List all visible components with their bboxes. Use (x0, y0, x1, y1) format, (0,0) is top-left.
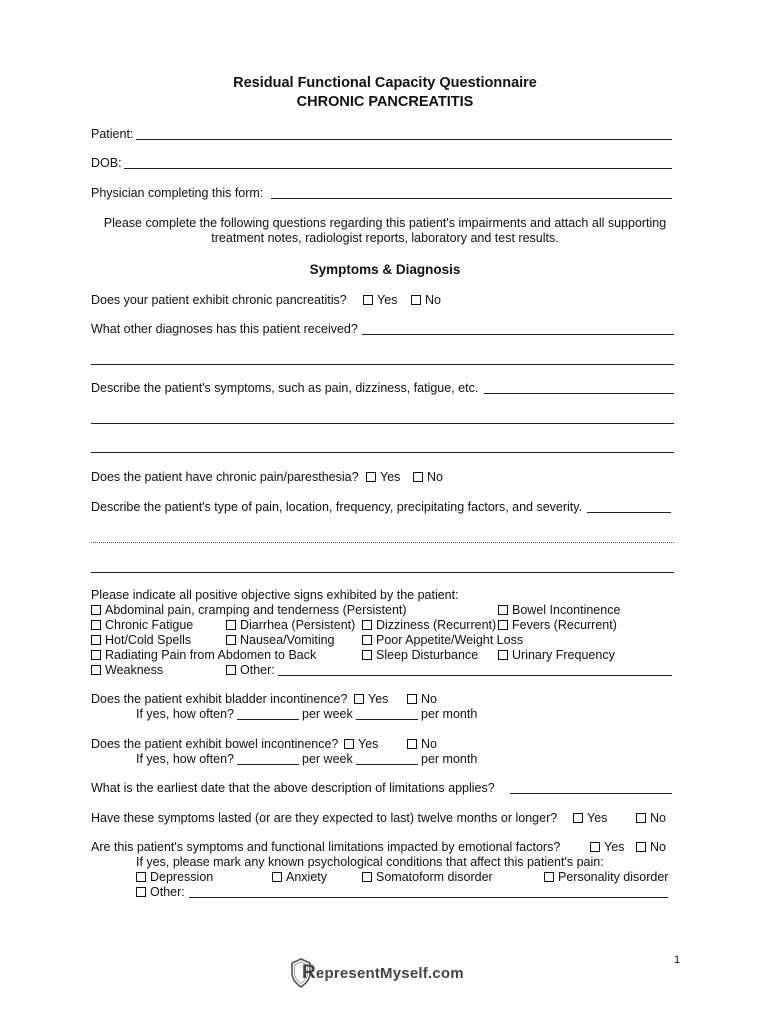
twelve-months-question: Have these symptoms lasted (or are they expected to last) twelve months or longer? (91, 811, 558, 825)
no-label: No (421, 692, 437, 706)
sign-label: Diarrhea (Persistent) (240, 618, 356, 632)
sign-label: Dizziness (Recurrent) (376, 618, 497, 632)
earliest-date-question: What is the earliest date that the above description of limitations applies? (91, 781, 495, 795)
pain-type-field-2[interactable] (91, 542, 674, 543)
twelve-months-no[interactable] (636, 811, 666, 826)
checkbox[interactable] (226, 635, 236, 645)
sign-nausea[interactable] (226, 633, 335, 648)
patient-label: Patient: (91, 127, 134, 141)
checkbox[interactable] (362, 635, 372, 645)
sign-label: Weakness (105, 663, 164, 677)
symptoms-field-2[interactable] (91, 423, 674, 424)
checkbox[interactable] (362, 650, 372, 660)
bladder-how-often: If yes, how often? (136, 707, 234, 721)
psych-label: Depression (150, 870, 214, 884)
checkbox[interactable] (91, 605, 101, 615)
checkbox[interactable] (411, 295, 421, 305)
chronic-pain-question: Does the patient have chronic pain/paresthesia? (91, 470, 359, 484)
checkbox[interactable] (226, 665, 236, 675)
sign-abdominal[interactable] (91, 603, 407, 618)
sign-diarrhea[interactable] (226, 618, 355, 633)
sign-label: Urinary Frequency (512, 648, 615, 662)
checkbox[interactable] (91, 665, 101, 675)
checkbox[interactable] (366, 472, 376, 482)
psych-somatoform[interactable] (362, 870, 493, 885)
psych-label: Other: (150, 885, 185, 899)
physician-label: Physician completing this form: (91, 186, 264, 200)
bowel-question: Does the patient exhibit bowel incontinence? (91, 737, 339, 751)
form-title: Residual Functional Capacity Questionnaire (233, 75, 537, 91)
checkbox[interactable] (136, 887, 146, 897)
sign-poor-appetite[interactable] (362, 633, 523, 648)
psych-depression[interactable] (136, 870, 213, 885)
bladder-yes[interactable] (354, 692, 388, 707)
checkbox[interactable] (636, 813, 646, 823)
bowel-yes[interactable] (344, 737, 378, 752)
checkbox[interactable] (413, 472, 423, 482)
sign-chronic-fatigue[interactable] (91, 618, 193, 633)
sign-label: Abdominal pain, cramping and tenderness (Persistent) (105, 603, 407, 617)
checkbox[interactable] (363, 295, 373, 305)
pain-type-field-3[interactable] (91, 572, 674, 573)
psych-label: Personality disorder (558, 870, 669, 884)
no-label: No (650, 840, 666, 854)
bowel-how-often: If yes, how often? (136, 752, 234, 766)
yes-label: Yes (358, 737, 379, 751)
no-label: No (425, 293, 441, 307)
other-diagnoses-question: What other diagnoses has this patient received? (91, 322, 358, 336)
sign-label: Radiating Pain from Abdomen to Back (105, 648, 317, 662)
checkbox[interactable] (362, 620, 372, 630)
sign-label: Fevers (Recurrent) (512, 618, 617, 632)
checkbox[interactable] (573, 813, 583, 823)
emotional-question: Are this patient's symptoms and functional limitations impacted by emotional factors? (91, 840, 561, 854)
brand-logo (290, 956, 464, 990)
sign-label: Hot/Cold Spells (105, 633, 192, 647)
psych-anxiety[interactable] (272, 870, 327, 885)
yes-label: Yes (604, 840, 625, 854)
checkbox[interactable] (91, 620, 101, 630)
instructions-line-1: Please complete the following questions regarding this patient's impairments and attach all supporting (103, 216, 667, 230)
checkbox[interactable] (226, 620, 236, 630)
sign-label: Poor Appetite/Weight Loss (376, 633, 524, 647)
emotional-no[interactable] (636, 840, 666, 855)
sign-label: Chronic Fatigue (105, 618, 194, 632)
other-diagnoses-field[interactable] (362, 334, 674, 335)
checkbox[interactable] (354, 694, 364, 704)
yes-label: Yes (587, 811, 608, 825)
pain-type-question: Describe the patient's type of pain, location, frequency, precipitating factors, and severity. (91, 500, 583, 514)
checkbox[interactable] (344, 739, 354, 749)
psych-other-field[interactable] (189, 897, 668, 898)
logo-text: epresentMyself.com (315, 965, 464, 982)
checkbox[interactable] (407, 694, 417, 704)
pancreatitis-yes[interactable] (363, 293, 397, 308)
checkbox[interactable] (362, 872, 372, 882)
sign-label: Sleep Disturbance (376, 648, 479, 662)
form-subtitle: CHRONIC PANCREATITIS (296, 94, 474, 110)
chronic-pain-yes[interactable] (366, 470, 400, 485)
checkbox[interactable] (91, 635, 101, 645)
checkbox[interactable] (544, 872, 554, 882)
psych-label: Anxiety (286, 870, 327, 884)
earliest-date-field[interactable] (510, 793, 672, 794)
checkbox[interactable] (91, 650, 101, 660)
twelve-months-yes[interactable] (573, 811, 607, 826)
other-diagnoses-field-2[interactable] (91, 364, 674, 365)
sign-radiating-pain[interactable] (91, 648, 316, 663)
bowel-per-month-field[interactable] (356, 764, 418, 765)
per-week-label: per week (302, 707, 353, 721)
patient-field[interactable] (136, 139, 672, 140)
instructions-line-2: treatment notes, radiologist reports, laboratory and test results. (211, 231, 559, 245)
sign-fevers[interactable] (498, 618, 617, 633)
sign-other-field[interactable] (278, 675, 672, 676)
logo-letter: R (302, 962, 316, 983)
sign-sleep[interactable] (362, 648, 478, 663)
bladder-question: Does the patient exhibit bladder incontinence? (91, 692, 348, 706)
bladder-per-week-field[interactable] (237, 719, 299, 720)
symptoms-question: Describe the patient's symptoms, such as pain, dizziness, fatigue, etc. (91, 381, 479, 395)
no-label: No (427, 470, 443, 484)
symptoms-field[interactable] (484, 393, 674, 394)
psych-label: Somatoform disorder (376, 870, 493, 884)
dob-label: DOB: (91, 156, 122, 170)
sign-other[interactable] (226, 663, 275, 678)
psych-other[interactable] (136, 885, 185, 900)
sign-urinary[interactable] (498, 648, 615, 663)
per-week-label: per week (302, 752, 353, 766)
bowel-no[interactable] (407, 737, 437, 752)
checkbox[interactable] (498, 650, 508, 660)
sign-weakness[interactable] (91, 663, 163, 678)
bladder-no[interactable] (407, 692, 437, 707)
yes-label: Yes (380, 470, 401, 484)
signs-intro: Please indicate all positive objective signs exhibited by the patient: (91, 588, 459, 602)
sign-label: Bowel Incontinence (512, 603, 621, 617)
sign-bowel-incontinence[interactable] (498, 603, 620, 618)
yes-label: Yes (377, 293, 398, 307)
sign-label: Other: (240, 663, 275, 677)
checkbox[interactable] (498, 605, 508, 615)
per-month-label: per month (421, 707, 478, 721)
sign-dizziness[interactable] (362, 618, 496, 633)
checkbox[interactable] (498, 620, 508, 630)
checkbox[interactable] (590, 842, 600, 852)
symptoms-field-3[interactable] (91, 452, 674, 453)
checkbox[interactable] (136, 872, 146, 882)
pancreatitis-question: Does your patient exhibit chronic pancreatitis? (91, 293, 347, 307)
bladder-per-month-field[interactable] (356, 719, 418, 720)
pain-type-field[interactable] (587, 512, 671, 513)
dob-field[interactable] (124, 168, 672, 169)
no-label: No (650, 811, 666, 825)
sign-label: Nausea/Vomiting (240, 633, 335, 647)
checkbox[interactable] (636, 842, 646, 852)
yes-label: Yes (368, 692, 389, 706)
checkbox[interactable] (407, 739, 417, 749)
per-month-label: per month (421, 752, 478, 766)
pancreatitis-no[interactable] (411, 293, 441, 308)
page-number: 1 (674, 954, 681, 966)
psych-personality[interactable] (544, 870, 668, 885)
psych-intro: If yes, please mark any known psychological conditions that affect this patient's pain: (136, 855, 604, 869)
section-heading: Symptoms & Diagnosis (309, 262, 461, 277)
no-label: No (421, 737, 437, 751)
bowel-per-week-field[interactable] (237, 764, 299, 765)
checkbox[interactable] (272, 872, 282, 882)
chronic-pain-no[interactable] (413, 470, 443, 485)
physician-field[interactable] (271, 198, 672, 199)
emotional-yes[interactable] (590, 840, 624, 855)
sign-hot-cold[interactable] (91, 633, 191, 648)
